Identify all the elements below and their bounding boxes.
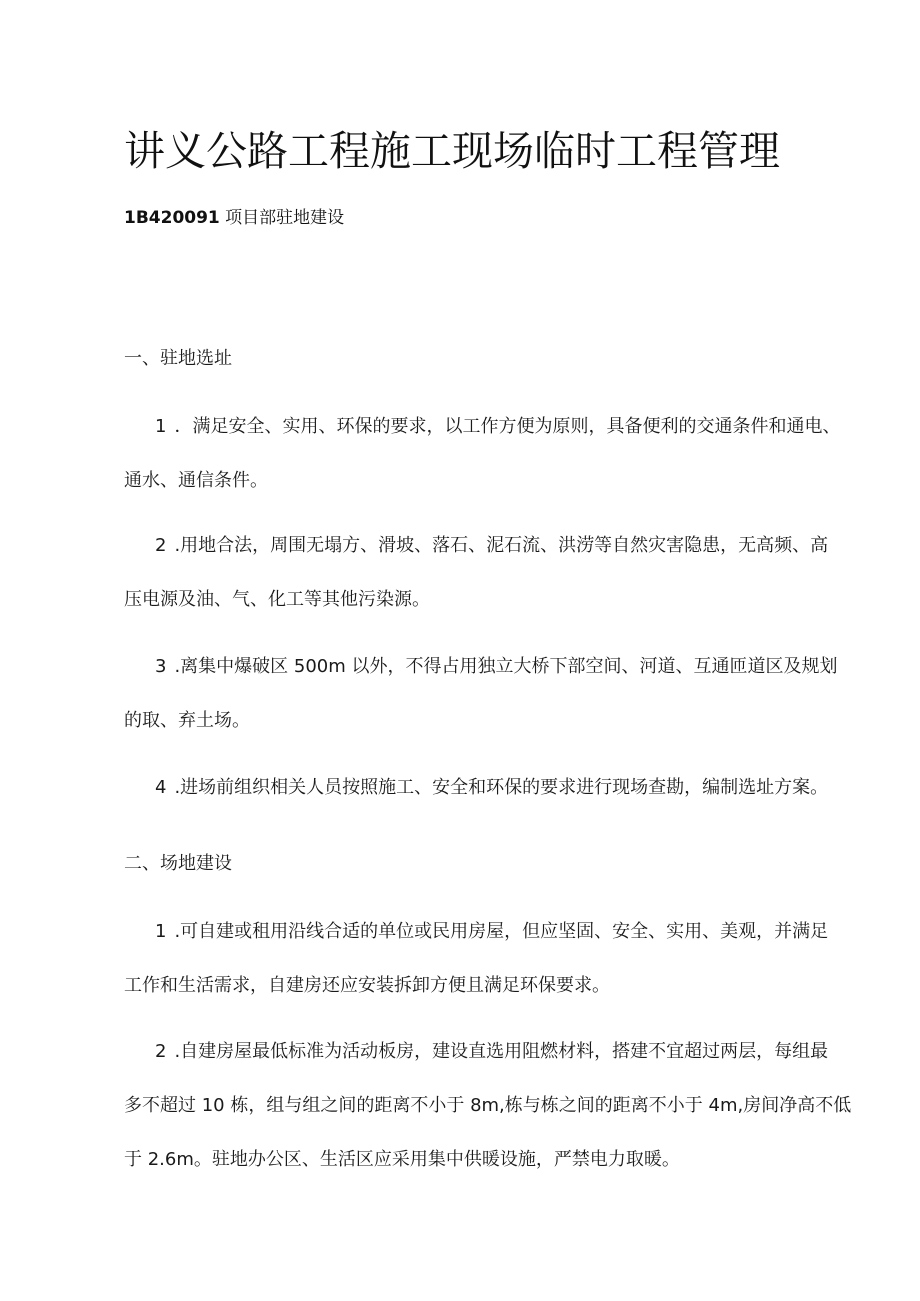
item-line [124, 905, 906, 959]
section-1-item-4 [124, 761, 906, 815]
section-2-heading: 二、场地建设 [124, 853, 232, 874]
item-line [124, 1025, 906, 1079]
item-number: 1 [155, 921, 167, 942]
item-text: .自建房屋最低标准为活动板房，建设直选用阻燃材料，搭建不宜超过两层，每组最 [174, 1041, 829, 1062]
item-text: .离集中爆破区 500m 以外，不得占用独立大桥下部空间、河道、互通匝道区及规划 [174, 656, 838, 677]
section-1-item-1 [124, 400, 906, 508]
section-1-item-3 [124, 640, 906, 748]
section-2-item-1 [124, 905, 906, 1013]
item-line [124, 761, 906, 815]
item-line: 压电源及油、气、化工等其他污染源。 [124, 589, 430, 610]
item-number: 1 [155, 416, 167, 437]
section-2-item-2 [124, 1025, 906, 1187]
item-number: 2 [155, 535, 167, 556]
item-line [124, 400, 906, 454]
item-number: 3 [155, 656, 167, 677]
document-title: 讲义公路工程施工现场临时工程管理 [124, 127, 780, 175]
item-line [124, 519, 906, 573]
item-text: ．满足安全、实用、环保的要求，以工作方便为原则，具备便利的交通条件和通电、 [174, 416, 841, 437]
item-text: .进场前组织相关人员按照施工、安全和环保的要求进行现场查勘，编制选址方案。 [174, 777, 829, 798]
section-1-item-2 [124, 519, 906, 627]
document-subtitle [124, 203, 344, 228]
item-line: 工作和生活需求，自建房还应安装拆卸方便且满足环保要求。 [124, 975, 610, 996]
subtitle-text: 项目部驻地建设 [219, 208, 345, 228]
item-line: 多不超过 10 栋，组与组之间的距离不小于 8m,栋与栋之间的距离不小于 4m,房间净高不低 [124, 1095, 852, 1116]
item-line [124, 640, 906, 694]
item-number: 2 [155, 1041, 167, 1062]
item-number: 4 [155, 777, 167, 798]
item-text: .用地合法，周围无塌方、滑坡、落石、泥石流、洪涝等自然灾害隐患，无高频、高 [174, 535, 829, 556]
item-line: 于 2.6m。驻地办公区、生活区应采用集中供暖设施，严禁电力取暖。 [124, 1149, 680, 1170]
item-line: 的取、弃土场。 [124, 710, 250, 731]
section-1-heading: 一、驻地选址 [124, 348, 232, 369]
item-line: 通水、通信条件。 [124, 470, 268, 491]
item-text: .可自建或租用沿线合适的单位或民用房屋，但应坚固、安全、实用、美观，并满足 [174, 921, 829, 942]
subtitle-code: 1B420091 [124, 208, 220, 228]
